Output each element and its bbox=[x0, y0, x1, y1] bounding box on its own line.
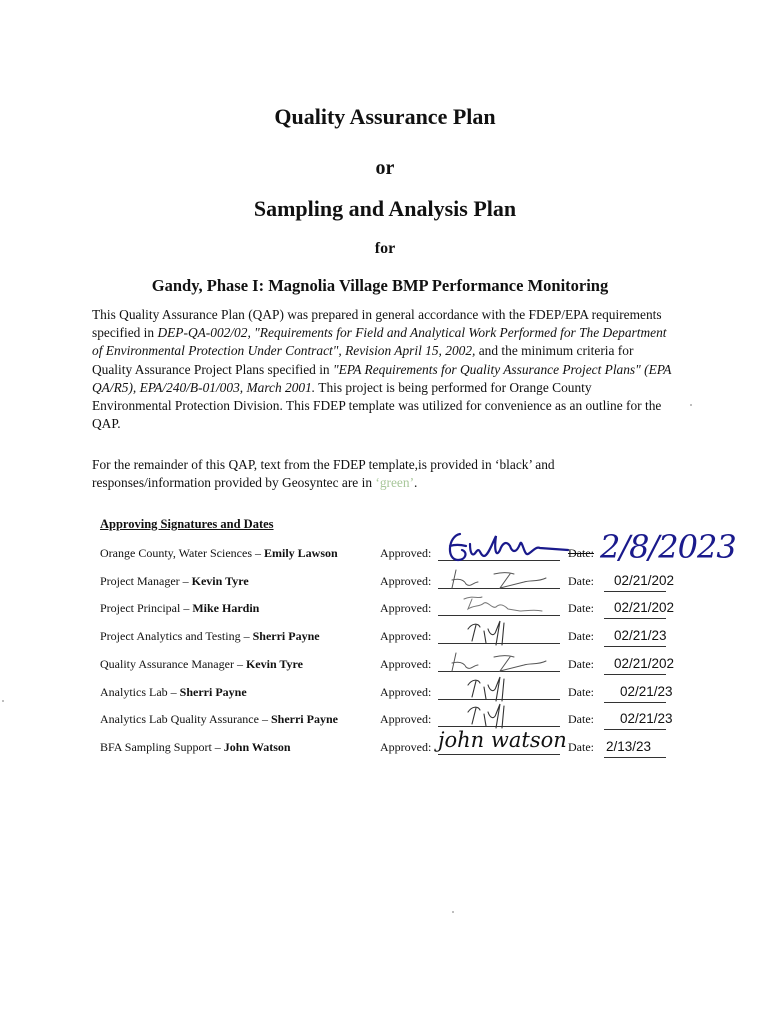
scan-speck bbox=[452, 911, 454, 913]
date-line bbox=[604, 702, 666, 703]
date-label: Date: bbox=[568, 574, 594, 588]
approved-label: Approved: bbox=[380, 546, 432, 560]
signature-role: Project Analytics and Testing – Sherri Payne bbox=[100, 629, 320, 643]
green-word: ‘green’ bbox=[375, 475, 415, 491]
signature-row bbox=[0, 528, 770, 566]
scan-speck bbox=[2, 700, 4, 702]
document-title: Quality Assurance Plan bbox=[274, 104, 496, 129]
signature-row bbox=[0, 657, 770, 677]
date-value: 02/21/202 bbox=[614, 656, 675, 671]
date-line bbox=[604, 591, 666, 592]
date-label: Date: bbox=[568, 740, 594, 754]
remainder-paragraph bbox=[92, 456, 672, 492]
signature-role: Project Manager – Kevin Tyre bbox=[100, 574, 249, 588]
signature-row bbox=[0, 629, 770, 649]
signature-role: Quality Assurance Manager – Kevin Tyre bbox=[100, 657, 303, 671]
approved-label: Approved: bbox=[380, 629, 432, 643]
intro-paragraph bbox=[92, 306, 672, 433]
document-subtitle: Sampling and Analysis Plan bbox=[253, 196, 517, 221]
date-label: Date: bbox=[568, 685, 594, 699]
intro-text-1: This Quality Assurance Plan (QAP) was prepared in general accordance with the FDEP/EPA requirements specified in bbox=[92, 307, 662, 341]
date-value: 02/21/23 bbox=[620, 711, 673, 726]
signature-role: Orange County, Water Sciences – Emily Lawson bbox=[100, 546, 338, 560]
approved-label: Approved: bbox=[380, 685, 432, 699]
date-line bbox=[604, 674, 666, 675]
remainder-text-2: . bbox=[414, 475, 418, 491]
date-line bbox=[604, 757, 666, 758]
intro-reference-2: "EPA Requirements for Quality Assurance Project Plans" (EPA QA/R5), EPA/240/B-01/003, March 2001. bbox=[92, 361, 672, 395]
approved-label: Approved: bbox=[380, 601, 432, 615]
date-label: Date: bbox=[568, 712, 594, 726]
signatures-heading: Approving Signatures and Dates bbox=[100, 517, 274, 531]
handwritten-signature: john watson bbox=[438, 728, 567, 752]
date-line bbox=[604, 729, 666, 730]
signature-role: Analytics Lab – Sherri Payne bbox=[100, 685, 247, 699]
intro-text-3: This project is being performed for Orange County Environmental Protection Division. This FDEP template was utilized for convenience as an outline for the QAP. bbox=[92, 379, 662, 432]
intro-reference-1: DEP-QA-002/02, "Requirements for Field and Analytical Work Performed for The Department of Environmental Protection Under Contract", Revision April 15, 2002, bbox=[92, 325, 667, 359]
date-line bbox=[604, 618, 666, 619]
date-line bbox=[604, 646, 666, 647]
date-value: 02/21/202 bbox=[614, 573, 675, 588]
date-label: Date: bbox=[568, 546, 594, 560]
date-label: Date: bbox=[568, 657, 594, 671]
approved-label: Approved: bbox=[380, 574, 432, 588]
date-label: Date: bbox=[568, 601, 594, 615]
signature-line bbox=[438, 754, 560, 755]
signature-row bbox=[0, 712, 770, 732]
date-value: 02/21/202 bbox=[614, 600, 675, 615]
handwritten-date: 2/8/2023 bbox=[600, 528, 736, 566]
signature-row bbox=[0, 601, 770, 621]
date-value: 02/21/23 bbox=[614, 628, 667, 643]
project-name: Gandy, Phase I: Magnolia Village BMP Performance Monitoring bbox=[151, 276, 609, 295]
handwritten-signature bbox=[438, 698, 562, 732]
title-for: for bbox=[374, 240, 396, 257]
signature-row bbox=[0, 574, 770, 594]
signature-row bbox=[0, 728, 770, 760]
scan-speck bbox=[690, 404, 692, 406]
approved-label: Approved: bbox=[380, 740, 432, 754]
date-value: 02/21/23 bbox=[620, 684, 673, 699]
intro-text-2: and the minimum criteria for Quality Assurance Project Plans specified in bbox=[92, 343, 634, 377]
signature-role: BFA Sampling Support – John Watson bbox=[100, 740, 291, 754]
title-or: or bbox=[375, 157, 395, 179]
approved-label: Approved: bbox=[380, 712, 432, 726]
signature-role: Analytics Lab Quality Assurance – Sherri Payne bbox=[100, 712, 338, 726]
approved-label: Approved: bbox=[380, 657, 432, 671]
signature-row bbox=[0, 685, 770, 705]
date-value: 2/13/23 bbox=[606, 739, 652, 754]
signature-role: Project Principal – Mike Hardin bbox=[100, 601, 260, 615]
date-label: Date: bbox=[568, 629, 594, 643]
remainder-text-1: For the remainder of this QAP, text from the FDEP template,is provided in ‘black’ and responses/information provided by Geosyntec are in bbox=[92, 457, 555, 491]
